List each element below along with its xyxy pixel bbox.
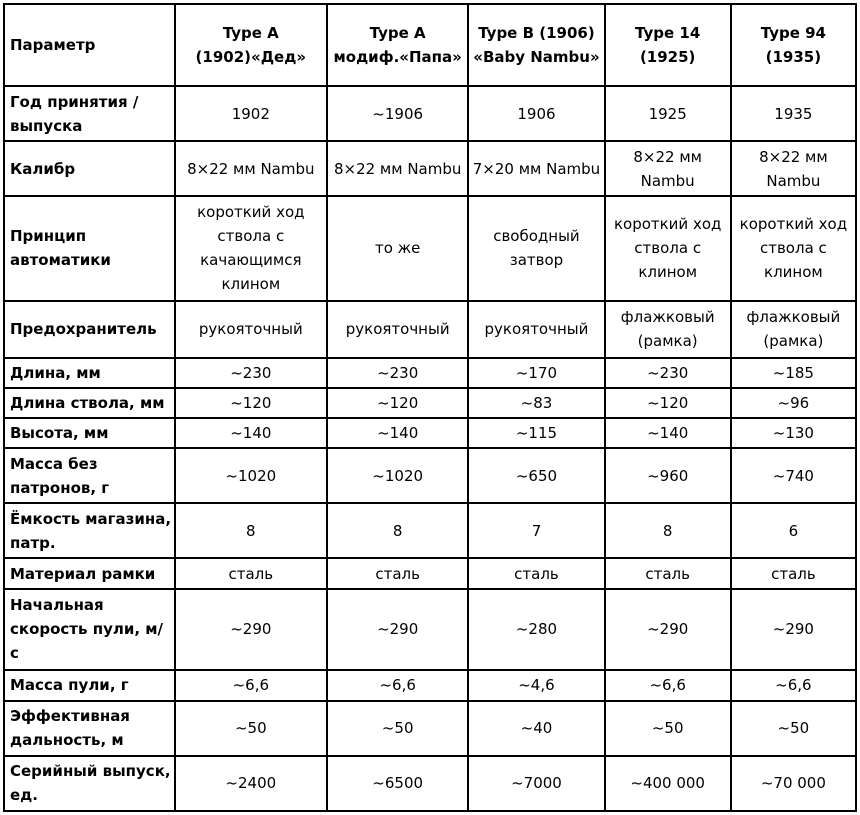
row-label: Масса пули, г <box>4 670 175 701</box>
header-cell-type-94: Type 94 (1935) <box>731 4 856 86</box>
table-cell: флажковый (рамка) <box>731 301 856 358</box>
table-cell: сталь <box>327 558 468 589</box>
header-cell-type-14: Type 14 (1925) <box>605 4 731 86</box>
table-cell: сталь <box>175 558 327 589</box>
comparison-table <box>3 3 857 812</box>
table-cell: ~120 <box>175 388 327 418</box>
row-label: Принцип автоматики <box>4 196 175 300</box>
table-cell: ~40 <box>468 701 604 756</box>
table-cell: ~230 <box>175 358 327 388</box>
table-cell: ~140 <box>605 418 731 448</box>
table-cell: флажковый (рамка) <box>605 301 731 358</box>
table-cell: свободный затвор <box>468 196 604 300</box>
row-label: Начальная скорость пули, м/с <box>4 589 175 669</box>
row-label: Эффективная дальность, м <box>4 701 175 756</box>
table-cell: сталь <box>468 558 604 589</box>
row-label: Длина, мм <box>4 358 175 388</box>
table-cell: ~740 <box>731 448 856 503</box>
table-row <box>4 196 856 300</box>
table-cell: ~4,6 <box>468 670 604 701</box>
table-cell: ~115 <box>468 418 604 448</box>
table-row <box>4 503 856 558</box>
table-cell: ~400 000 <box>605 756 731 811</box>
table-row <box>4 141 856 196</box>
table-row <box>4 358 856 388</box>
table-cell: ~140 <box>175 418 327 448</box>
table-cell: ~1020 <box>327 448 468 503</box>
header-row <box>4 4 856 86</box>
table-cell: сталь <box>605 558 731 589</box>
table-row <box>4 448 856 503</box>
table-cell: 1902 <box>175 86 327 141</box>
header-cell-type-b-1906: Type B (1906) «Baby Nambu» <box>468 4 604 86</box>
table-cell: ~70 000 <box>731 756 856 811</box>
table-cell: ~130 <box>731 418 856 448</box>
table-row <box>4 558 856 589</box>
table-cell: ~6,6 <box>327 670 468 701</box>
row-label: Предохранитель <box>4 301 175 358</box>
table-cell: ~1906 <box>327 86 468 141</box>
table-cell: ~290 <box>605 589 731 669</box>
table-cell: короткий ход ствола с клином <box>605 196 731 300</box>
table-row <box>4 301 856 358</box>
table-row <box>4 418 856 448</box>
table-row <box>4 670 856 701</box>
table-cell: рукояточный <box>468 301 604 358</box>
table-cell: ~960 <box>605 448 731 503</box>
table-cell: 8×22 мм Nambu <box>327 141 468 196</box>
header-cell-parameter: Параметр <box>4 4 175 86</box>
table-cell: ~140 <box>327 418 468 448</box>
table-cell: ~2400 <box>175 756 327 811</box>
table-cell: ~6,6 <box>175 670 327 701</box>
table-cell: ~50 <box>175 701 327 756</box>
table-row <box>4 589 856 669</box>
header-cell-type-a-1902: Type A (1902)«Дед» <box>175 4 327 86</box>
row-label: Материал рамки <box>4 558 175 589</box>
table-cell: рукояточный <box>175 301 327 358</box>
table-cell: ~290 <box>731 589 856 669</box>
table-cell: 1906 <box>468 86 604 141</box>
table-cell: ~1020 <box>175 448 327 503</box>
table-cell: 7 <box>468 503 604 558</box>
table-cell: то же <box>327 196 468 300</box>
row-label: Масса без патронов, г <box>4 448 175 503</box>
table-cell: 8×22 мм Nambu <box>731 141 856 196</box>
table-cell: ~7000 <box>468 756 604 811</box>
row-label: Длина ствола, мм <box>4 388 175 418</box>
table-cell: ~83 <box>468 388 604 418</box>
row-label: Ёмкость магазина, патр. <box>4 503 175 558</box>
table-cell: ~650 <box>468 448 604 503</box>
row-label: Серийный выпуск, ед. <box>4 756 175 811</box>
table-cell: ~50 <box>327 701 468 756</box>
table-cell: ~185 <box>731 358 856 388</box>
table-cell: короткий ход ствола с клином <box>731 196 856 300</box>
table-cell: короткий ход ствола с качающимся клином <box>175 196 327 300</box>
table-cell: ~230 <box>605 358 731 388</box>
row-label: Калибр <box>4 141 175 196</box>
table-cell: ~230 <box>327 358 468 388</box>
comparison-table-container <box>3 3 857 812</box>
table-cell: ~170 <box>468 358 604 388</box>
table-cell: рукояточный <box>327 301 468 358</box>
table-cell: ~6500 <box>327 756 468 811</box>
table-cell: 1935 <box>731 86 856 141</box>
table-cell: 6 <box>731 503 856 558</box>
row-label: Высота, мм <box>4 418 175 448</box>
table-cell: ~290 <box>327 589 468 669</box>
table-cell: 7×20 мм Nambu <box>468 141 604 196</box>
table-row <box>4 756 856 811</box>
table-cell: ~120 <box>605 388 731 418</box>
table-cell: 8 <box>175 503 327 558</box>
table-cell: сталь <box>731 558 856 589</box>
table-cell: ~120 <box>327 388 468 418</box>
table-cell: 8 <box>605 503 731 558</box>
table-cell: ~6,6 <box>731 670 856 701</box>
table-cell: ~6,6 <box>605 670 731 701</box>
table-cell: 8×22 мм Nambu <box>175 141 327 196</box>
table-cell: 1925 <box>605 86 731 141</box>
table-cell: ~290 <box>175 589 327 669</box>
table-cell: ~96 <box>731 388 856 418</box>
table-cell: ~280 <box>468 589 604 669</box>
table-cell: ~50 <box>605 701 731 756</box>
table-cell: 8×22 мм Nambu <box>605 141 731 196</box>
table-row <box>4 701 856 756</box>
table-cell: 8 <box>327 503 468 558</box>
header-cell-type-a-modified: Type A модиф.«Папа» <box>327 4 468 86</box>
table-cell: ~50 <box>731 701 856 756</box>
row-label: Год принятия / выпуска <box>4 86 175 141</box>
table-row <box>4 388 856 418</box>
table-row <box>4 86 856 141</box>
